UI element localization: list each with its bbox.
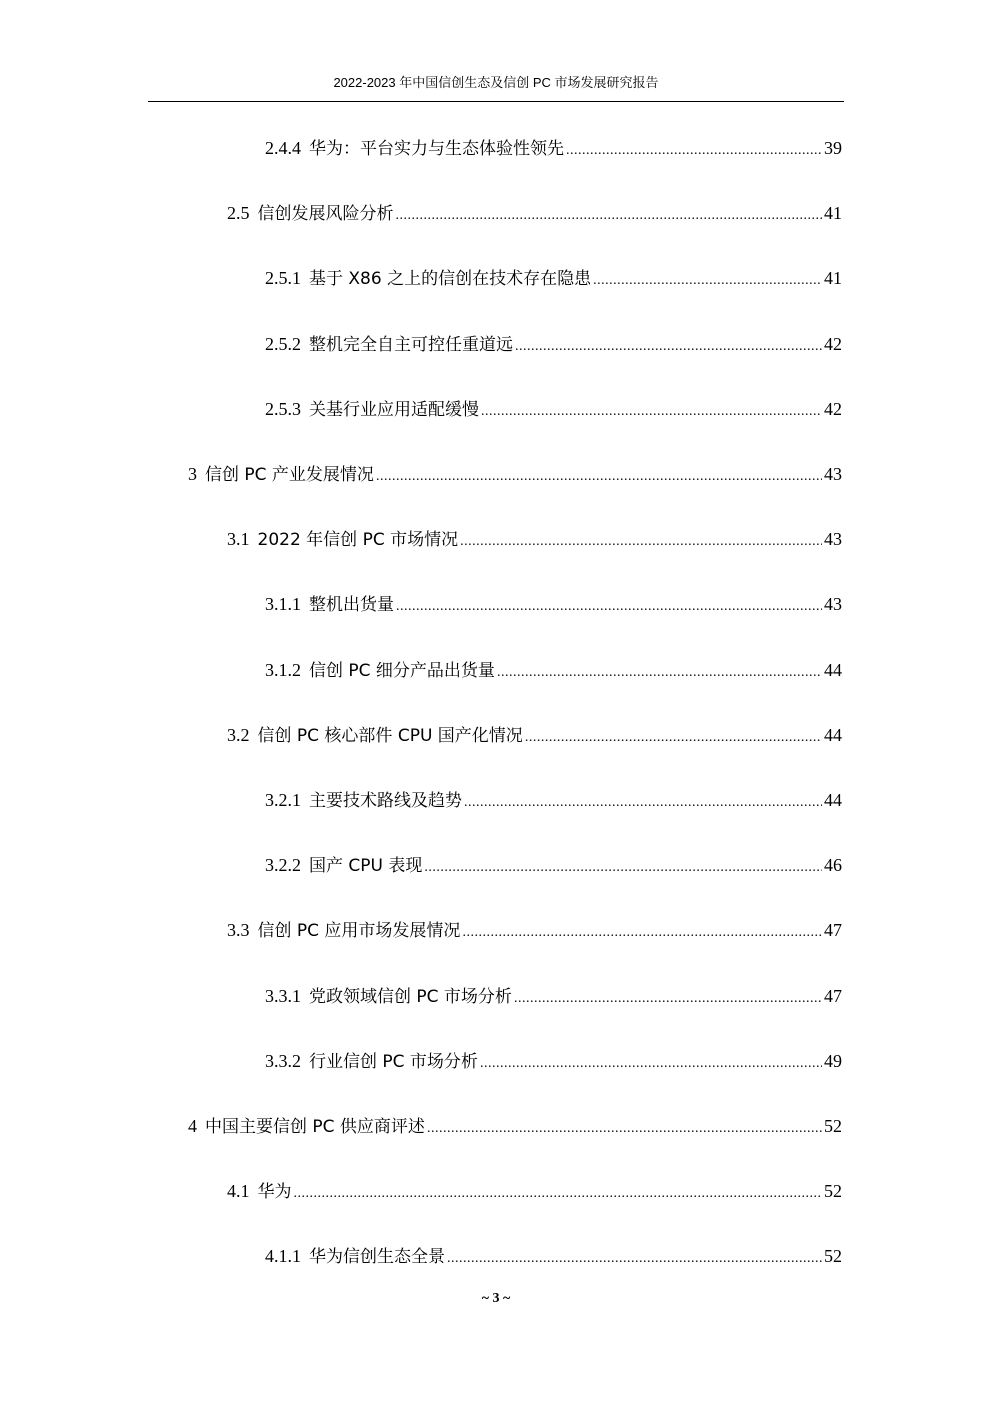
toc-entry[interactable] <box>227 917 842 943</box>
toc-entry-page: 46 <box>824 855 842 876</box>
toc-entry-number: 3.3 <box>227 920 250 941</box>
toc-dot-leader <box>460 529 822 555</box>
toc-entry-page: 44 <box>824 724 842 745</box>
page-number: ~ 3 ~ <box>481 1291 511 1306</box>
toc-entry[interactable] <box>227 1178 842 1204</box>
toc-dot-leader <box>447 1246 822 1272</box>
toc-entry-title: 信创 PC 核心部件 CPU 国产化情况 <box>257 725 523 746</box>
toc-entry-title: 华为：平台实力与生态体验性领先 <box>309 139 564 159</box>
toc-entry-number: 3.1.1 <box>265 594 301 615</box>
toc-entry-number: 3.1.2 <box>265 659 301 680</box>
toc-entry-page: 42 <box>824 333 842 354</box>
toc-entry-number: 3.1 <box>227 529 250 550</box>
toc-entry[interactable] <box>265 331 842 357</box>
toc-dot-leader <box>515 334 822 360</box>
toc-entry-page: 52 <box>824 1181 842 1202</box>
toc-dot-leader <box>424 855 822 881</box>
toc-dot-leader <box>480 1051 822 1077</box>
toc-entry[interactable] <box>227 722 842 748</box>
toc-entry[interactable] <box>265 657 842 683</box>
toc-entry-title: 中国主要信创 PC 供应商评述 <box>205 1117 425 1137</box>
toc-entry[interactable] <box>265 135 842 161</box>
toc-dot-leader <box>566 138 822 164</box>
toc-entry-title: 基于 X86 之上的信创在技术存在隐患 <box>309 269 592 290</box>
toc-entry-number: 3.2.2 <box>265 855 301 876</box>
toc-entry-page: 44 <box>824 790 842 810</box>
toc-entry-title: 华为 <box>257 1182 292 1203</box>
toc-entry-title: 行业信创 PC 市场分析 <box>309 1051 478 1072</box>
toc-entry-page: 43 <box>824 594 842 615</box>
toc-entry[interactable] <box>227 200 842 226</box>
toc-entry[interactable] <box>265 265 842 291</box>
toc-entry-number: 2.5.1 <box>265 268 301 289</box>
toc-entry-title: 信创 PC 应用市场发展情况 <box>257 921 461 942</box>
toc-dot-leader <box>396 203 823 229</box>
toc-entry[interactable] <box>265 1048 842 1074</box>
toc-entry-number: 3.3.1 <box>265 985 301 1006</box>
toc-entry-title: 整机出货量 <box>309 595 394 616</box>
toc-entry-number: 2.5.3 <box>265 398 301 419</box>
toc-entry-number: 4 <box>188 1116 197 1136</box>
toc-entry[interactable] <box>227 526 842 552</box>
toc-entry[interactable] <box>265 852 842 878</box>
toc-entry[interactable] <box>265 396 842 422</box>
toc-entry-page: 52 <box>824 1246 842 1267</box>
toc-entry[interactable] <box>188 1113 842 1139</box>
toc-dot-leader <box>464 790 822 816</box>
toc-entry-title: 党政领域信创 PC 市场分析 <box>309 986 512 1007</box>
toc-dot-leader <box>396 594 822 620</box>
toc-entry[interactable] <box>265 787 842 813</box>
toc-entry-number: 3 <box>188 464 197 484</box>
toc-dot-leader <box>593 268 822 294</box>
toc-entry-title: 2022 年信创 PC 市场情况 <box>257 530 459 551</box>
toc-entry-number: 2.4.4 <box>265 138 301 158</box>
toc-dot-leader <box>514 986 822 1012</box>
toc-entry-title: 信创 PC 产业发展情况 <box>205 465 374 485</box>
toc-entry-number: 3.3.2 <box>265 1050 301 1071</box>
running-header: 2022-2023 年中国信创生态及信创 PC 市场发展研究报告 <box>333 75 659 90</box>
toc-entry-page: 47 <box>824 985 842 1006</box>
toc-entry-title: 整机完全自主可控任重道远 <box>309 334 513 355</box>
toc-entry-number: 4.1 <box>227 1181 250 1202</box>
toc-entry-number: 3.2 <box>227 724 250 745</box>
toc-entry-page: 49 <box>824 1050 842 1071</box>
toc-entry-page: 52 <box>824 1116 842 1136</box>
toc-entry-page: 47 <box>824 920 842 941</box>
toc-entry[interactable] <box>265 983 842 1009</box>
toc-entry-title: 国产 CPU 表现 <box>309 856 423 877</box>
toc-entry-number: 4.1.1 <box>265 1246 301 1267</box>
toc-entry-title: 信创 PC 细分产品出货量 <box>309 660 495 681</box>
toc-entry-page: 42 <box>824 398 842 419</box>
toc-entry-number: 3.2.1 <box>265 790 301 810</box>
toc-dot-leader <box>525 725 822 751</box>
toc-dot-leader <box>481 399 822 425</box>
toc-entry-title: 主要技术路线及趋势 <box>309 791 462 811</box>
toc-entry-title: 关基行业应用适配缓慢 <box>309 399 479 420</box>
toc-entry-page: 41 <box>824 203 842 224</box>
toc-entry-number: 2.5 <box>227 203 250 224</box>
toc-dot-leader <box>376 464 822 490</box>
toc-entry-number: 2.5.2 <box>265 333 301 354</box>
toc-entry-page: 44 <box>824 659 842 680</box>
toc-dot-leader <box>427 1116 822 1142</box>
toc-entry[interactable] <box>265 1243 842 1269</box>
toc-dot-leader <box>462 920 822 946</box>
toc-entry-page: 43 <box>824 529 842 550</box>
toc-entry-title: 信创发展风险分析 <box>257 204 394 225</box>
toc-entry-title: 华为信创生态全景 <box>309 1247 445 1268</box>
toc-dot-leader <box>294 1181 823 1207</box>
toc-entry[interactable] <box>188 461 842 487</box>
toc-entry-page: 43 <box>824 464 842 484</box>
toc-dot-leader <box>497 660 822 686</box>
toc-entry[interactable] <box>265 591 842 617</box>
toc-entry-page: 39 <box>824 138 842 158</box>
toc-entry-page: 41 <box>824 268 842 289</box>
